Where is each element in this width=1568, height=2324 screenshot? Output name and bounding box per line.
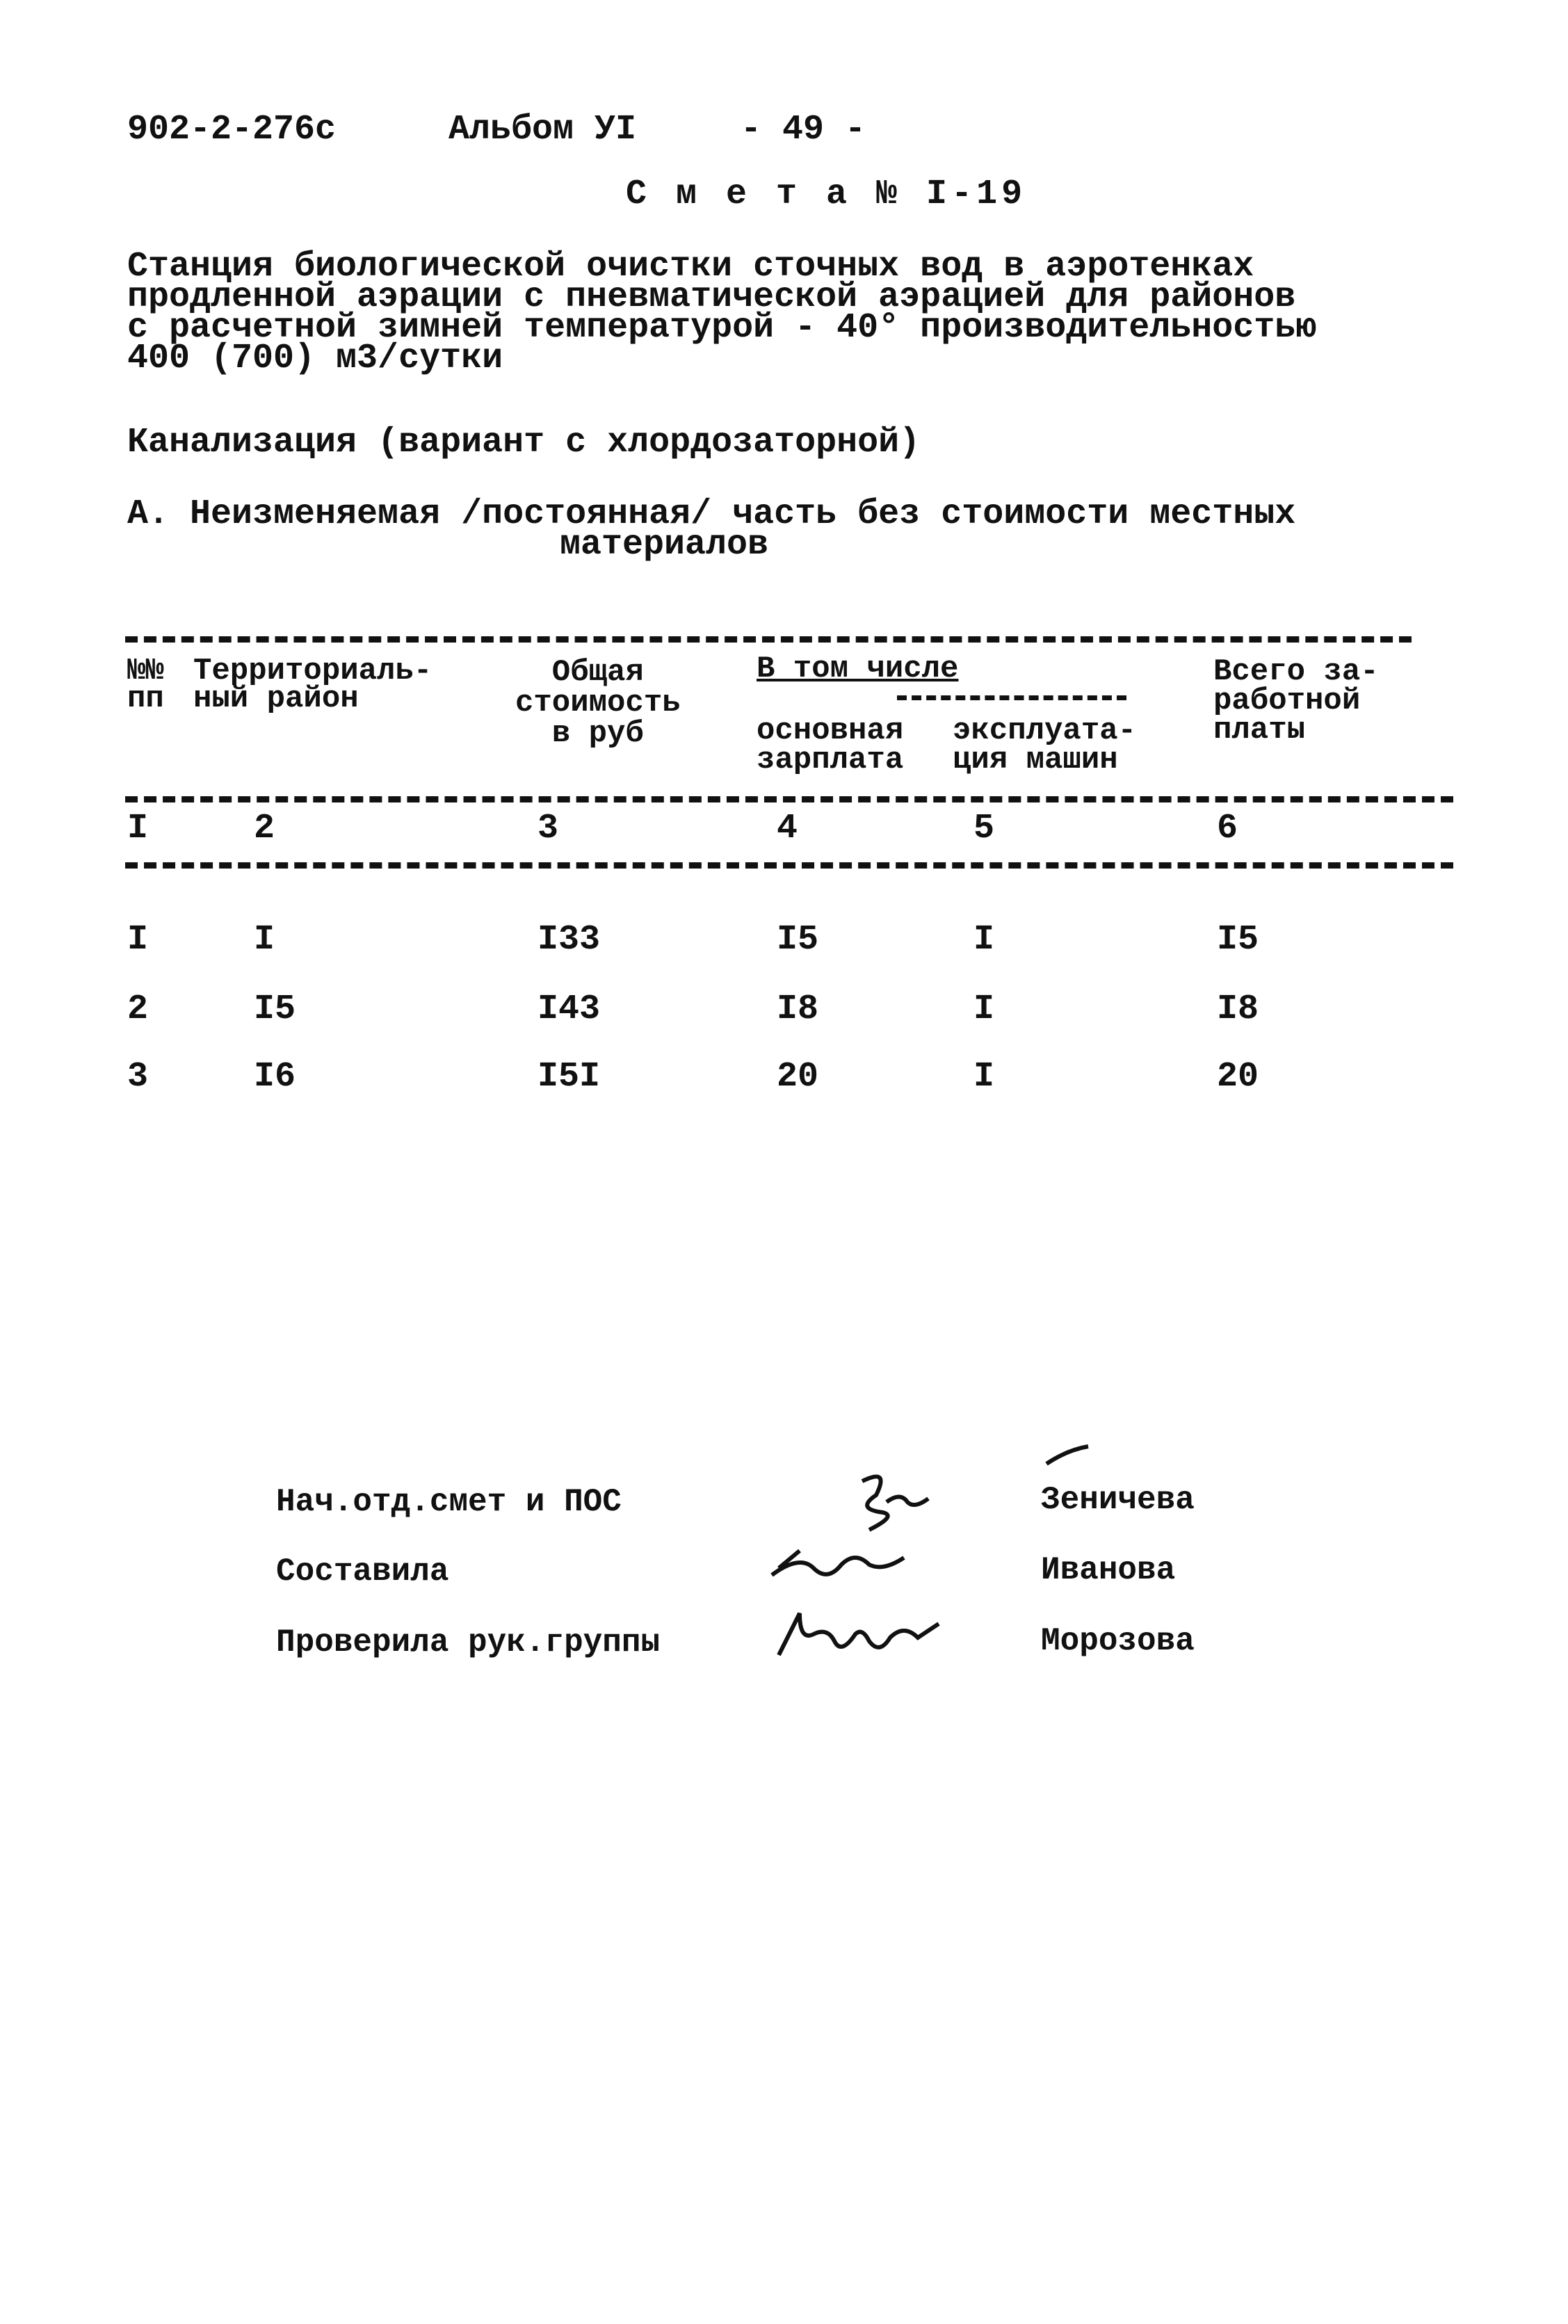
- part-title: А. Неизменяемая /постоянная/ часть без стоимости местных: [127, 494, 1296, 534]
- col-number: I: [127, 809, 149, 848]
- cell: I: [973, 1057, 995, 1097]
- header-region: Территориаль- ный район: [193, 654, 433, 716]
- signature-role: Составила: [276, 1554, 449, 1590]
- cell: I5: [254, 990, 296, 1029]
- description-line: продленной аэрации с пневматической аэрацией для районов: [127, 277, 1296, 317]
- cell: 20: [1217, 1057, 1259, 1097]
- cell: I: [127, 920, 149, 960]
- cell: I43: [538, 990, 601, 1029]
- handwritten-signatures: [737, 1453, 1015, 1683]
- table-divider: [125, 796, 1453, 802]
- header-wages: основная зарплата: [757, 713, 904, 777]
- table-divider: [125, 636, 1412, 643]
- album-label: Альбом УI: [448, 110, 637, 150]
- description-line: с расчетной зимней температурой - 40° производительностью: [127, 308, 1317, 348]
- header-underline: [897, 695, 1126, 700]
- header-total-wages: Всего за- работной платы: [1213, 654, 1379, 748]
- cell: I5: [777, 920, 819, 960]
- description-line: Станция биологической очистки сточных вод в аэротенках: [127, 247, 1254, 287]
- cell: I8: [1217, 990, 1259, 1029]
- cell: I: [254, 920, 275, 960]
- cell: 20: [777, 1057, 819, 1097]
- signature-mark: [1043, 1443, 1099, 1471]
- signature-role: Проверила рук.группы: [276, 1624, 661, 1661]
- col-number: 6: [1217, 809, 1238, 848]
- cell: I8: [777, 990, 819, 1029]
- section-title: Канализация (вариант с хлордозаторной): [127, 423, 921, 462]
- header-machines: эксплуата- ция машин: [953, 713, 1137, 777]
- cell: I33: [538, 920, 601, 960]
- doc-code: 902-2-276с: [127, 110, 337, 150]
- signature-name: Иванова: [1041, 1552, 1176, 1588]
- cell: I: [973, 990, 995, 1029]
- col-number: 2: [254, 809, 275, 848]
- cell: I: [973, 920, 995, 960]
- col-number: 3: [538, 809, 559, 848]
- description-line: 400 (700) м3/сутки: [127, 339, 503, 378]
- page-title: С м е т а № I-19: [626, 175, 1027, 214]
- part-title-cont: материалов: [560, 525, 769, 565]
- header-including: В том числе: [757, 652, 959, 686]
- table-divider: [125, 862, 1453, 869]
- col-number: 4: [777, 809, 798, 848]
- header-total: Общая стоимость в руб: [515, 655, 681, 751]
- cell: I5I: [538, 1057, 601, 1097]
- signature-role: Нач.отд.смет и ПОС: [276, 1484, 622, 1520]
- col-number: 5: [973, 809, 995, 848]
- signature-name: Морозова: [1041, 1623, 1195, 1659]
- cell: 2: [127, 990, 149, 1029]
- header-num: №№ пп: [127, 654, 164, 716]
- page-number: - 49 -: [741, 110, 866, 150]
- signature-name: Зеничева: [1041, 1482, 1195, 1518]
- cell: I6: [254, 1057, 296, 1097]
- cell: I5: [1217, 920, 1259, 960]
- cell: 3: [127, 1057, 149, 1097]
